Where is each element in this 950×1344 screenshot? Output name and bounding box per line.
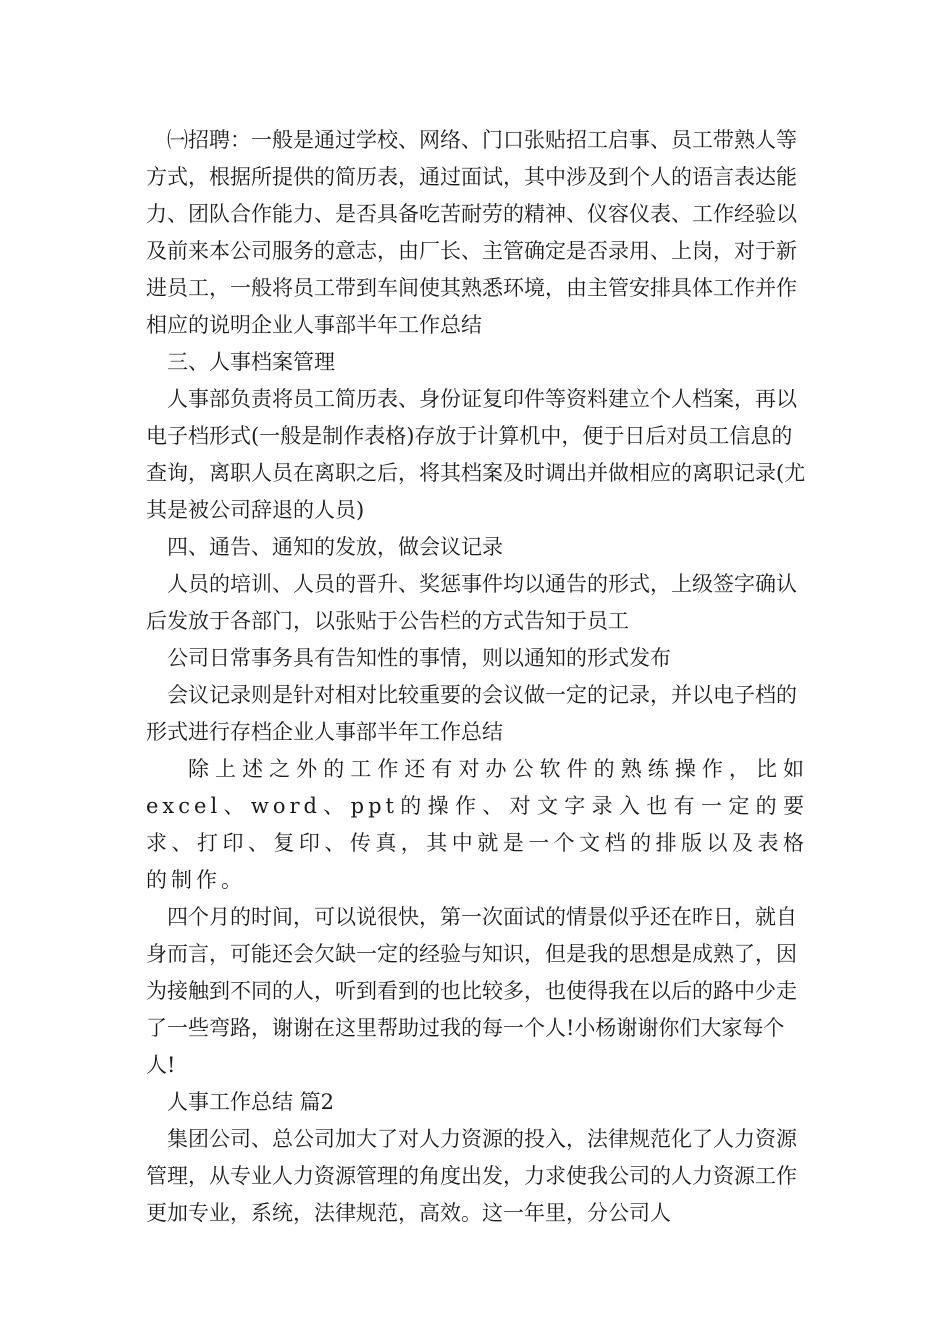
paragraph-notices: 人员的培训、人员的晋升、奖惩事件均以通告的形式，上级签字确认后发放于各部门，以张贴于公告栏的方式告知于员工 bbox=[146, 572, 797, 633]
paragraph-reflection: 四个月的时间，可以说很快，第一次面试的情景似乎还在昨日，就自身而言，可能还会欠缺一定的经验与知识，但是我的思想是成熟了，因为接触到不同的人，听到看到的也比较多，也使得我在以后的路中少走了一些弯路，谢谢在这里帮助过我的每一个人!小杨谢谢你们大家每个人! bbox=[146, 905, 797, 1077]
heading-part-2: 人事工作总结 篇2 bbox=[167, 1090, 335, 1114]
paragraph-recruitment: ㈠招聘：一般是通过学校、网络、门口张贴招工启事、员工带熟人等方式，根据所提供的简历表，通过面试，其中涉及到个人的语言表达能力、团队合作能力、是否具备吃苦耐劳的精神、仪容仪表、工作经验以及前来本公司服务的意志，由厂长、主管确定是否录用、上岗，对于新进员工，一般将员工带到车间使其熟悉环境，由主管安排具体工作并作相应的说明企业人事部半年工作总结 bbox=[146, 128, 797, 337]
heading-notices-meetings: 四、通告、通知的发放，做会议记录 bbox=[167, 535, 503, 559]
paragraph-archives: 人事部负责将员工简历表、身份证复印件等资料建立个人档案，再以电子档形式(一般是制作表格)存放于计算机中，便于日后对员工信息的查询，离职人员在离职之后，将其档案及时调出并做相应的离职记录(尤其是被公司辞退的人员) bbox=[146, 387, 806, 522]
paragraph-meeting-records: 会议记录则是针对相对比较重要的会议做一定的记录，并以电子档的形式进行存档企业人事部半年工作总结 bbox=[146, 683, 797, 744]
paragraph-daily-affairs: 公司日常事务具有告知性的事情，则以通知的形式发布 bbox=[167, 646, 671, 670]
document-body bbox=[146, 122, 808, 1232]
heading-personnel-archives: 三、人事档案管理 bbox=[167, 350, 335, 374]
paragraph-group-company: 集团公司、总公司加大了对人力资源的投入，法律规范化了人力资源管理，从专业人力资源管理的角度出发，力求使我公司的人力资源工作更加专业，系统，法律规范，高效。这一年里，分公司人 bbox=[146, 1127, 797, 1225]
paragraph-office-software: 除上述之外的工作还有对办公软件的熟练操作，比如excel、word、ppt的操作、对文字录入也有一定的要求、打印、复印、传真，其中就是一个文档的排版以及表格的制作。 bbox=[146, 757, 808, 892]
